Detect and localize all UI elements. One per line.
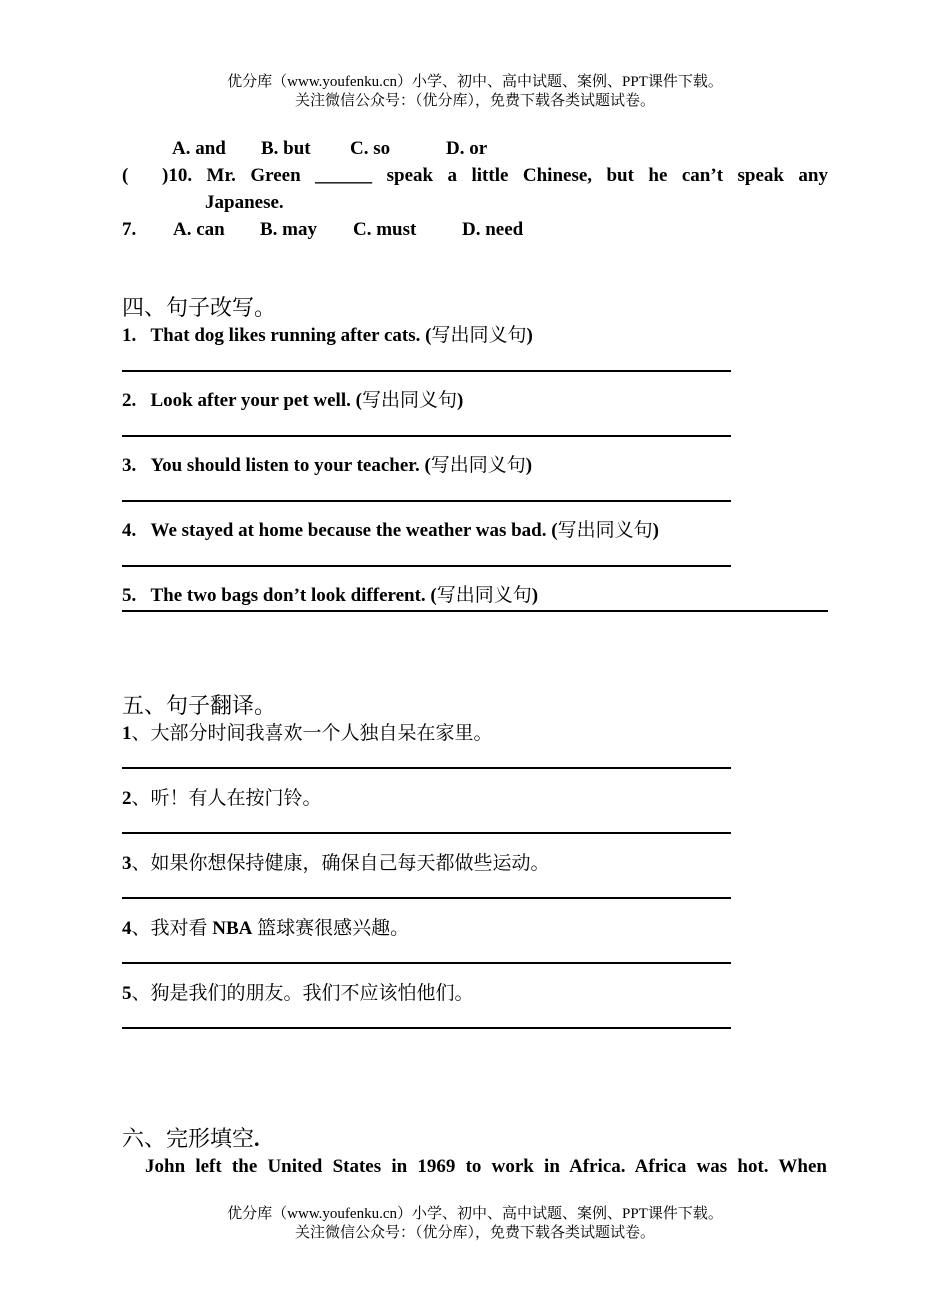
- s4-item-3: [122, 454, 532, 478]
- s5-item-4-pre: 、我对看: [131, 918, 213, 939]
- s4-item-1-note: 写出同义句: [431, 325, 527, 346]
- s4-item-3-num: 3.: [122, 455, 137, 476]
- s4-item-4-text: We stayed at home because the weather was bad. (: [150, 520, 558, 541]
- s4-item-4-note: 写出同义句: [557, 520, 653, 541]
- s5-item-4-num: 4: [122, 918, 132, 939]
- s4-item-5: [122, 584, 538, 608]
- s5-item-3-num: 3: [122, 853, 132, 874]
- s5-item-2-text: 、听！有人在按门铃。: [131, 788, 322, 809]
- s4-item-4-close: ): [652, 520, 659, 541]
- s5-item-4-post: 篮球赛很感兴趣。: [252, 918, 410, 939]
- section4-title: 四、句子改写。: [122, 295, 277, 320]
- s5-answer-line-5: [122, 1027, 731, 1029]
- s4-answer-line-2: [122, 435, 731, 437]
- s5-item-4-bold: NBA: [212, 918, 253, 939]
- s4-answer-line-1: [122, 370, 731, 372]
- q10-choice-c: C. must: [353, 219, 417, 240]
- section6-title-text: 六、完形填空: [122, 1126, 255, 1151]
- s5-item-2-num: 2: [122, 788, 132, 809]
- s4-item-4-num: 4.: [122, 520, 137, 541]
- s5-item-1-num: 1: [122, 723, 132, 744]
- q10-choice-d: D. need: [462, 219, 524, 240]
- choice-d: D. or: [446, 138, 488, 159]
- section6-title: [122, 1126, 260, 1152]
- s5-item-1: [122, 722, 493, 746]
- s4-answer-line-4: [122, 565, 731, 567]
- s4-answer-line-3: [122, 500, 731, 502]
- s5-item-5: [122, 982, 474, 1006]
- s5-answer-line-3: [122, 897, 731, 899]
- s4-item-5-num: 5.: [122, 585, 137, 606]
- section6-passage: John left the United States in 1969 to work in Africa. Africa was hot. When: [145, 1156, 827, 1177]
- s5-item-1-text: 、大部分时间我喜欢一个人独自呆在家里。: [131, 723, 493, 744]
- choice-b: B. but: [261, 138, 311, 159]
- s4-item-2-text: Look after your pet well. (: [150, 390, 362, 411]
- s4-item-5-text: The two bags don’t look different. (: [150, 585, 437, 606]
- s4-item-4: [122, 519, 659, 543]
- s4-answer-line-5: [122, 610, 828, 612]
- s4-item-2-note: 写出同义句: [361, 390, 457, 411]
- q10-choice-number: 7.: [122, 219, 137, 240]
- s4-item-2: [122, 389, 463, 413]
- choice-a: A. and: [172, 138, 226, 159]
- s4-item-5-close: ): [531, 585, 539, 606]
- q10-text: )10. Mr. Green ______ speak a little Chinese, but he can’t speak any: [162, 165, 828, 186]
- q10-continuation: Japanese.: [205, 192, 284, 213]
- s4-item-1-close: ): [526, 325, 533, 346]
- footer-line-1: 优分库（www.youfenku.cn）小学、初中、高中试题、案例、PPT课件下载。: [227, 1206, 723, 1222]
- s5-item-5-num: 5: [122, 983, 132, 1004]
- header-line-1: 优分库（www.youfenku.cn）小学、初中、高中试题、案例、PPT课件下载。: [227, 74, 723, 90]
- s5-item-2: [122, 787, 322, 811]
- section6-title-dot: .: [254, 1126, 260, 1151]
- s4-item-1-text: That dog likes running after cats. (: [150, 325, 432, 346]
- s4-item-5-note: 写出同义句: [436, 585, 532, 606]
- s5-answer-line-1: [122, 767, 731, 769]
- s5-item-3: [122, 852, 550, 876]
- s4-item-2-close: ): [456, 390, 464, 411]
- s4-item-3-note: 写出同义句: [430, 455, 526, 476]
- s4-item-3-close: ): [525, 455, 533, 476]
- section5-title: 五、句子翻译。: [122, 693, 277, 718]
- s4-item-1: [122, 324, 533, 348]
- s5-item-3-text: 、如果你想保持健康，确保自己每天都做些运动。: [131, 853, 550, 874]
- footer-line-2: 关注微信公众号：（优分库），免费下载各类试题试卷。: [294, 1225, 655, 1241]
- s4-item-1-num: 1.: [122, 325, 137, 346]
- s5-item-5-text: 、狗是我们的朋友。我们不应该怕他们。: [131, 983, 474, 1004]
- s5-answer-line-4: [122, 962, 731, 964]
- q10-paren: (: [122, 165, 129, 186]
- s5-item-4: [122, 917, 409, 941]
- s4-item-3-text: You should listen to your teacher. (: [150, 455, 431, 476]
- s5-answer-line-2: [122, 832, 731, 834]
- s4-item-2-num: 2.: [122, 390, 137, 411]
- choice-c: C. so: [350, 138, 391, 159]
- q10-choice-b: B. may: [260, 219, 317, 240]
- header-line-2: 关注微信公众号：（优分库），免费下载各类试题试卷。: [294, 93, 655, 109]
- q10-choice-a: A. can: [173, 219, 225, 240]
